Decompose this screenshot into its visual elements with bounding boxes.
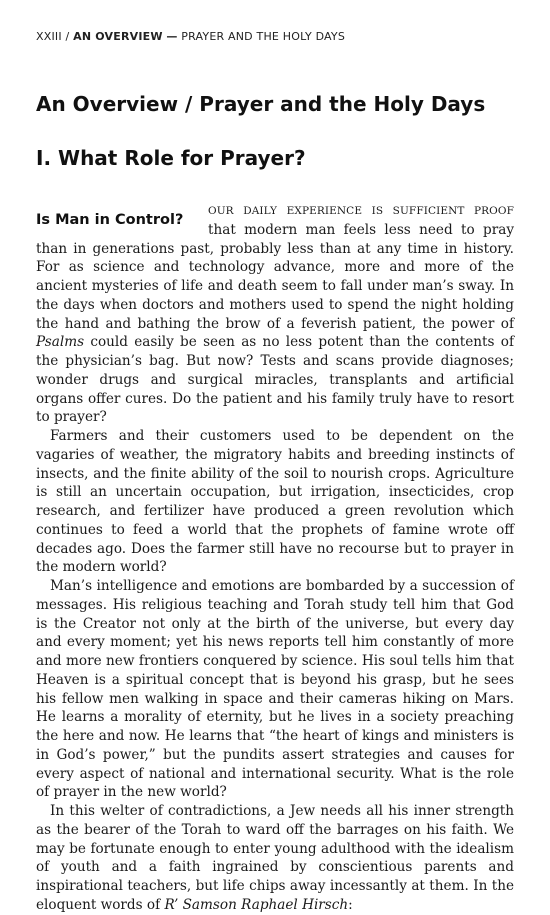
header-subsection: PRAYER AND THE HOLY DAYS xyxy=(181,30,346,43)
header-separator: / xyxy=(65,30,70,43)
paragraph-4 xyxy=(36,802,514,915)
paragraph-3: Man’s intelligence and emotions are bombarded by a succession of messages. His religious teaching and Torah study tell him that God is the Creator not only at the birth of the universe, but every day and every moment; yet his news reports tell him constantly of more and more new frontiers conquered by science. His soul tells him that Heaven is a spiritual concept that is beyond his grasp, but he sees his fellow men walking in space and their cameras hiking on Mars. He learns a morality of eternity, but he lives in a society preaching the here and now. He learns that “the heart of kings and ministers is in God’s power,” but the pundits assert strategies and causes for every aspect of national and international security. What is the role of prayer in the new world? xyxy=(36,578,514,801)
page-title: An Overview / Prayer and the Holy Days xyxy=(36,92,486,116)
running-header xyxy=(36,30,345,43)
header-section: AN OVERVIEW xyxy=(73,30,163,43)
paragraph-4-italic: R’ Samson Raphael Hirsch xyxy=(164,896,349,913)
paragraph-1-text-b: could easily be seen as no less potent than the contents of the physician’s bag. But now? Tests and scans provide diagnoses; wonder drugs and surgical miracles, transplants and artificial organs offer cures. Do the patient and his family truly have to resort to prayer? xyxy=(36,334,514,426)
lead-smallcaps: OUR DAILY EXPERIENCE IS SUFFICIENT PROOF xyxy=(208,205,514,217)
paragraph-4-text: In this welter of contradictions, a Jew needs all his inner strength as the bearer of the Torah to ward off the barrages on his faith. We may be fortunate enough to enter young adulthood with the idealism of youth and a faith ingrained by conscientious parents and inspirational teachers, but life chips away incessantly at them. In the eloquent words of xyxy=(36,803,514,913)
paragraph-1 xyxy=(36,201,514,427)
paragraph-4-tail: : xyxy=(348,896,353,913)
section-title: I. What Role for Prayer? xyxy=(36,146,306,170)
sidehead-is-man-in-control: Is Man in Control? xyxy=(36,212,184,228)
paragraph-2: Farmers and their customers used to be dependent on the vagaries of weather, the migratory habits and breeding instincts of insects, and the finite ability of the soil to nourish crops. Agriculture is still an uncertain occupation, but irrigation, insecticides, crop research, and fertilizer have produced a green revolution which continues to feed a world that the prophets of famine wrote off decades ago. Does the farmer still have no recourse but to prayer in the modern world? xyxy=(36,428,514,576)
body-text xyxy=(36,201,514,915)
paragraph-1-text-a: that modern man feels less need to pray than in generations past, probably less than at any time in history. For as science and technology advance, more and more of the ancient mysteries of life and death seem to fall under man’s sway. In the days when doctors and mothers used to spend the night holding the hand and bathing the brow of a feverish patient, the power of xyxy=(36,221,514,332)
paragraph-1-italic: Psalms xyxy=(36,334,85,351)
header-dash: — xyxy=(166,30,178,43)
page-number: XXIII xyxy=(36,30,62,43)
